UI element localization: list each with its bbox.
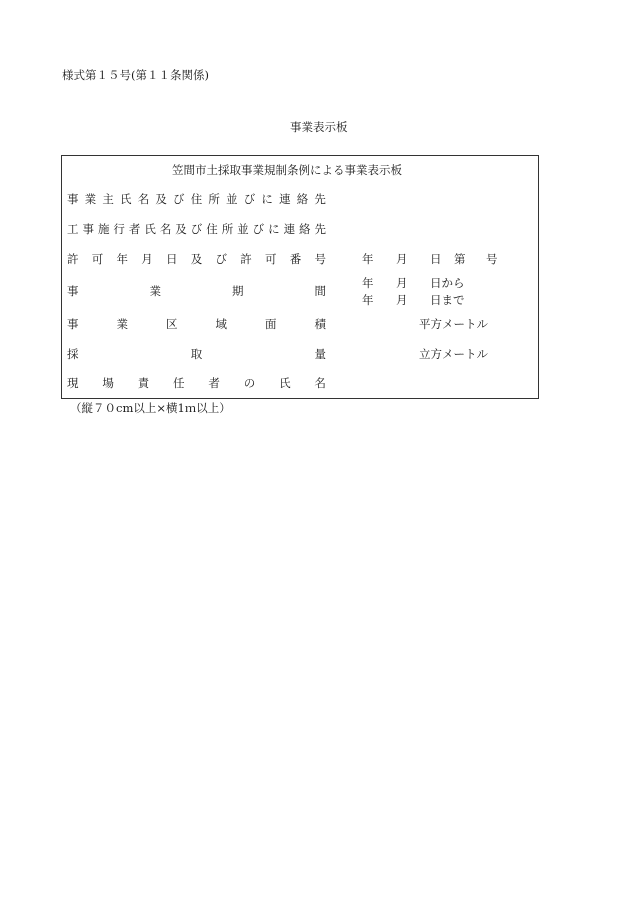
label-char: 事 [67, 284, 79, 298]
row-value: 平方メートル [419, 317, 488, 331]
label-char: 名 [314, 376, 326, 390]
label-char: 取 [190, 347, 203, 361]
label-char: 氏 [279, 376, 291, 390]
label-char: 絡 [299, 222, 311, 236]
page-title: 事業表示板 [290, 120, 348, 134]
label-char: 事 [67, 192, 79, 206]
label-char: 日 [166, 252, 178, 266]
row-value: 立方メートル [419, 347, 488, 361]
label-char: 業 [116, 317, 128, 331]
label-char: 期 [232, 284, 244, 298]
label-char: 行 [113, 222, 125, 236]
board-heading: 笠間市土採取事業規制条例による事業表示板 [172, 163, 402, 177]
row-label [67, 254, 326, 266]
row-value-part: 日 [430, 252, 442, 266]
row-value-part: 年 [362, 293, 374, 307]
label-char: 及 [155, 192, 167, 206]
label-char: 住 [190, 192, 203, 206]
row-value-part: 年 [362, 276, 374, 290]
label-char: 番 [289, 252, 302, 266]
row-value-part: 年 [362, 252, 374, 266]
label-char: 施 [97, 222, 110, 236]
row-value-part: 月 [396, 252, 408, 266]
label-char: 所 [221, 222, 234, 236]
row-value-part: 日から [430, 276, 465, 290]
label-char: 現 [67, 376, 79, 390]
label-char: 場 [102, 376, 114, 390]
row-label [67, 319, 326, 331]
label-char: 工 [67, 222, 79, 236]
row-value-part: 月 [396, 293, 408, 307]
row-label [67, 286, 326, 298]
label-char: に [261, 192, 273, 206]
label-char: び [173, 192, 185, 206]
label-char: 先 [314, 222, 326, 236]
label-char: 先 [314, 192, 326, 206]
label-char: 及 [175, 222, 187, 236]
row-value-part: 日まで [430, 293, 465, 307]
label-char: 及 [190, 252, 203, 266]
label-char: 主 [102, 192, 114, 206]
size-note: （縦７０cm以上×横1ｍ以上） [70, 401, 231, 415]
label-char: 可 [91, 252, 104, 266]
label-char: 号 [314, 252, 326, 266]
row-value-part: 月 [396, 276, 408, 290]
label-char: 住 [206, 222, 218, 236]
label-char: 量 [314, 347, 326, 361]
label-char: 採 [67, 347, 79, 361]
row-label [67, 224, 326, 236]
label-char: の [243, 376, 256, 390]
label-char: 者 [128, 222, 141, 236]
label-char: 許 [240, 252, 252, 266]
label-char: 事 [67, 317, 79, 331]
label-char: 可 [265, 252, 277, 266]
label-char: 絡 [296, 192, 309, 206]
label-char: 氏 [120, 192, 132, 206]
row-value-part: 号 [486, 252, 498, 266]
label-char: 連 [283, 222, 296, 236]
label-char: 年 [116, 252, 128, 266]
row-value-part: 第 [454, 252, 466, 266]
label-char: 連 [279, 192, 291, 206]
label-char: 面 [265, 317, 277, 331]
label-char: 氏 [144, 222, 156, 236]
label-char: 業 [84, 192, 97, 206]
label-char: 並 [237, 222, 249, 236]
label-char: び [190, 222, 203, 236]
form-number: 様式第１５号(第１１条関係) [62, 68, 209, 82]
label-char: 積 [314, 317, 326, 331]
row-label [67, 378, 326, 390]
label-char: 名 [159, 222, 172, 236]
label-char: び [243, 192, 256, 206]
label-char: 並 [226, 192, 238, 206]
row-label [67, 194, 326, 206]
label-char: に [268, 222, 280, 236]
label-char: 間 [314, 284, 326, 298]
label-char: 所 [208, 192, 220, 206]
label-char: 月 [141, 252, 153, 266]
label-char: 者 [208, 376, 220, 390]
label-char: び [215, 252, 227, 266]
row-label [67, 349, 326, 361]
label-char: 名 [137, 192, 150, 206]
label-char: び [252, 222, 265, 236]
label-char: 許 [67, 252, 79, 266]
label-char: 事 [82, 222, 94, 236]
label-char: 任 [173, 376, 185, 390]
label-char: 区 [166, 317, 178, 331]
label-char: 責 [137, 376, 150, 390]
label-char: 域 [215, 317, 227, 331]
label-char: 業 [149, 284, 161, 298]
